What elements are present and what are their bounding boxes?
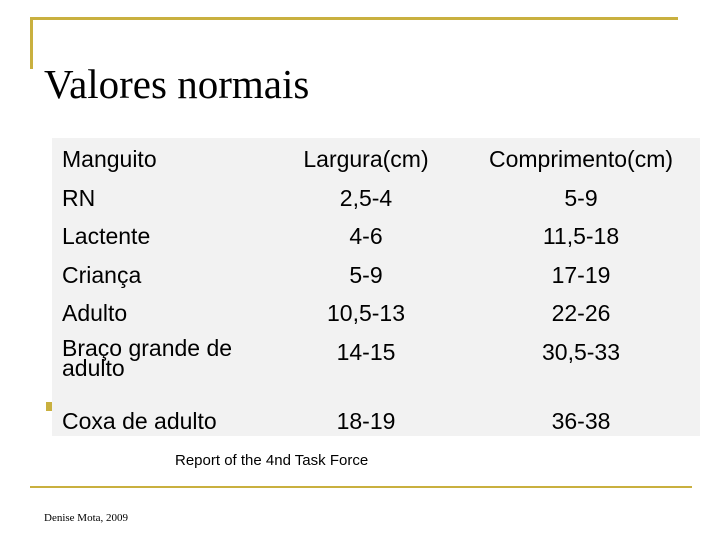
- table-cell-manguito: RN: [62, 185, 96, 211]
- author-footer: Denise Mota, 2009: [44, 512, 129, 524]
- table-cell-largura: 4-6: [349, 223, 383, 249]
- table-cell-manguito: Criança: [62, 262, 142, 288]
- table-header-largura: Largura(cm): [303, 146, 429, 172]
- table-cell-comprimento: 36-38: [551, 408, 611, 434]
- slide-frame-top-rule: [30, 17, 678, 20]
- slide-frame-left-rule: [30, 17, 33, 69]
- table-cell-largura: 5-9: [349, 262, 383, 288]
- table-cell-comprimento: 30,5-33: [541, 339, 620, 365]
- slide-footer-rule: [30, 486, 692, 488]
- table-cell-largura: 10,5-13: [326, 300, 405, 326]
- table-cell-largura: 18-19: [336, 408, 396, 434]
- table-cell-comprimento: 22-26: [551, 300, 611, 326]
- table-cell-manguito: Lactente: [62, 223, 151, 249]
- table-cell-manguito: Coxa de adulto: [62, 408, 217, 434]
- table-header-manguito: Manguito: [62, 146, 157, 172]
- table-cell-largura: 2,5-4: [339, 185, 393, 211]
- table-cell-comprimento: 17-19: [551, 262, 611, 288]
- table-header-comprimento: Comprimento(cm): [488, 146, 674, 172]
- table-cell-manguito: Adulto: [62, 300, 128, 326]
- table-cell-manguito: Braço grande de adulto: [62, 335, 233, 381]
- table-cell-comprimento: 11,5-18: [542, 223, 620, 249]
- table-cell-comprimento: 5-9: [564, 185, 598, 211]
- source-caption: Report of the 4nd Task Force: [175, 452, 369, 469]
- table-cell-largura: 14-15: [336, 339, 396, 365]
- slide-title: Valores normais: [44, 61, 310, 107]
